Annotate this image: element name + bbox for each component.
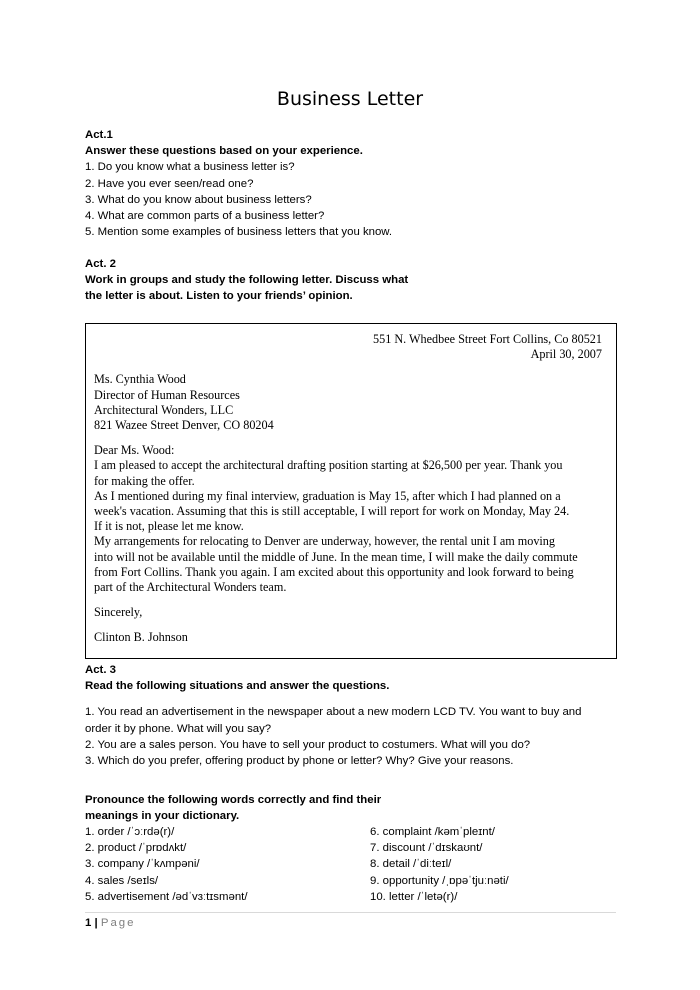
body-line: into will not be available until the middle of June. In the mean time, I will make the daily commute xyxy=(94,549,578,564)
word-column-right xyxy=(370,824,509,905)
word-item: 3. company /ˈkʌmpəni/ xyxy=(85,858,200,871)
word-item: 5. advertisement /ədˈvɜːtɪsmənt/ xyxy=(85,890,248,903)
recipient-line: Architectural Wonders, LLC xyxy=(94,402,234,417)
body-line: for making the offer. xyxy=(94,473,195,488)
act1-section xyxy=(85,127,625,240)
recipient-line: 821 Wazee Street Denver, CO 80204 xyxy=(94,418,274,433)
body-line: part of the Architectural Wonders team. xyxy=(94,580,287,595)
act2-heading: Act. 2 xyxy=(85,258,117,270)
act1-heading: Act.1 xyxy=(85,129,113,141)
word-item: 10. letter /ˈletə(r)/ xyxy=(370,890,458,903)
closing: Sincerely, xyxy=(94,605,143,620)
list-item: 4. What are common parts of a business letter? xyxy=(85,210,325,223)
pronunciation-section xyxy=(85,792,625,903)
word-column-left xyxy=(85,824,247,905)
word-item: 4. sales /seɪls/ xyxy=(85,874,159,887)
word-item: 2. product /ˈprɒdʌkt/ xyxy=(85,842,187,855)
list-item: 1. Do you know what a business letter is? xyxy=(85,161,295,174)
list-item: order it by phone. What will you say? xyxy=(85,722,272,735)
act3-section xyxy=(85,662,625,769)
list-item: 5. Mention some examples of business letters that you know. xyxy=(85,226,393,239)
pronunciation-instruction-line: meanings in your dictionary. xyxy=(85,810,240,823)
list-item: 3. What do you know about business letters? xyxy=(85,193,312,206)
word-item: 7. discount /ˈdɪskaʊnt/ xyxy=(370,842,483,855)
body-line: I am pleased to accept the architectural drafting position starting at $26,500 per year. Thank you xyxy=(94,458,563,473)
act2-section xyxy=(85,256,625,305)
list-item: 2. You are a sales person. You have to sell your product to costumers. What will you do? xyxy=(85,738,531,751)
page-number: 1 xyxy=(85,917,92,929)
recipient-line: Director of Human Resources xyxy=(94,387,240,402)
signature: Clinton B. Johnson xyxy=(94,630,188,645)
list-item: 1. You read an advertisement in the newspaper about a new modern LCD TV. You want to buy and xyxy=(85,706,582,719)
act3-instruction: Read the following situations and answer the questions. xyxy=(85,680,390,693)
footer-divider xyxy=(85,912,616,913)
body-line: My arrangements for relocating to Denver are underway, however, the rental unit I am moving xyxy=(94,534,555,549)
word-item: 1. order /ˈɔːrdə(r)/ xyxy=(85,826,175,838)
page-label: Page xyxy=(100,917,136,929)
body-line: from Fort Collins. Thank you again. I am excited about this opportunity and look forward to being xyxy=(94,564,574,579)
page-footer xyxy=(85,917,135,929)
word-item: 6. complaint /kəmˈpleɪnt/ xyxy=(370,826,495,838)
body-line: week's vacation. Assuming that this is still acceptable, I will report for work on Monday, May 24. xyxy=(94,504,570,519)
list-item: 3. Which do you prefer, offering product by phone or letter? Why? Give your reasons. xyxy=(85,755,514,768)
sender-address: 551 N. Whedbee Street Fort Collins, Co 80521 xyxy=(373,332,602,346)
pronunciation-instruction-line: Pronounce the following words correctly and find their xyxy=(85,794,382,806)
sample-letter-box xyxy=(85,323,617,659)
act2-instruction-line: the letter is about. Listen to your friends’ opinion. xyxy=(85,290,353,303)
footer-separator: | xyxy=(91,917,101,929)
act2-instruction-line: Work in groups and study the following letter. Discuss what xyxy=(85,274,409,287)
document-title: Business Letter xyxy=(276,88,424,110)
list-item: 2. Have you ever seen/read one? xyxy=(85,177,254,190)
word-item: 8. detail /ˈdiːteɪl/ xyxy=(370,858,452,871)
letter-date: April 30, 2007 xyxy=(530,347,602,362)
act3-heading: Act. 3 xyxy=(85,664,117,676)
word-item: 9. opportunity /ˌɒpəˈtjuːnəti/ xyxy=(370,874,509,887)
body-line: As I mentioned during my final interview, graduation is May 15, after which I had planned on a xyxy=(94,488,561,503)
salutation: Dear Ms. Wood: xyxy=(94,443,175,458)
recipient-line: Ms. Cynthia Wood xyxy=(94,372,186,387)
act1-instruction: Answer these questions based on your experience. xyxy=(85,145,363,158)
body-line: If it is not, please let me know. xyxy=(94,519,244,534)
